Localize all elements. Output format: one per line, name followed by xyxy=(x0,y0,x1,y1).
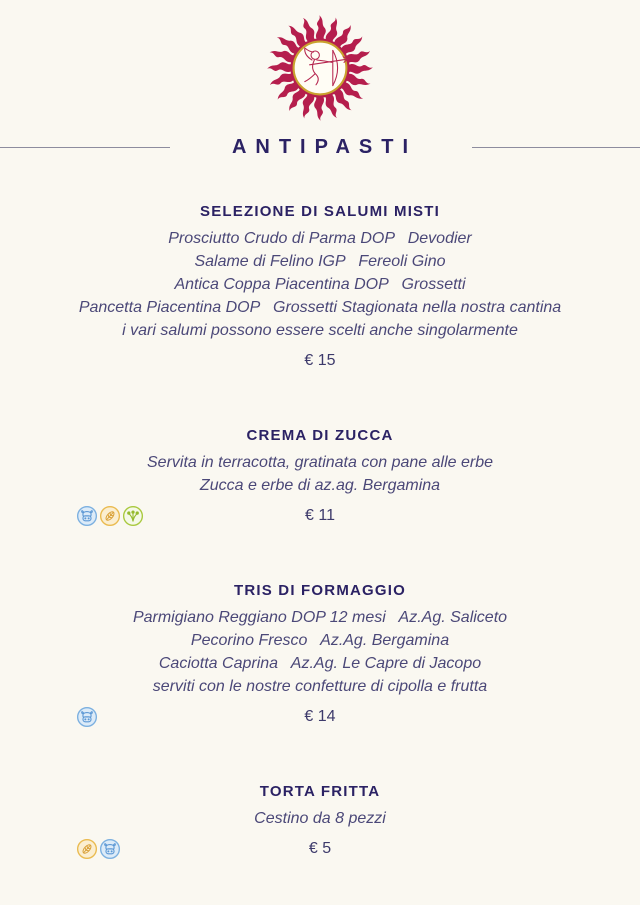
milk-allergen-icon xyxy=(76,505,98,527)
allergen-icons xyxy=(76,505,144,527)
menu-section xyxy=(0,428,640,527)
celery-allergen-icon xyxy=(122,505,144,527)
allergen-icons xyxy=(76,706,98,728)
menu-section xyxy=(0,583,640,728)
menu-section xyxy=(0,784,640,860)
dish-price: € 11 xyxy=(305,507,335,524)
menu-line: Zucca e erbe di az.ag. Bergamina xyxy=(199,477,441,494)
dish-description xyxy=(0,807,640,830)
menu-line: i vari salumi possono essere scelti anche singolarmente xyxy=(122,322,518,339)
dish-title: CREMA DI ZUCCA xyxy=(246,427,394,444)
sun-cupid-logo-icon xyxy=(261,12,379,124)
price-row xyxy=(0,350,640,372)
price-row xyxy=(0,505,640,527)
dish-price: € 14 xyxy=(304,708,336,725)
dish-price: € 15 xyxy=(304,352,336,369)
menu-line: Prosciutto Crudo di Parma DOP Devodier xyxy=(168,230,472,247)
price-row xyxy=(0,706,640,728)
gluten-allergen-icon xyxy=(76,838,98,860)
dish-description xyxy=(0,606,640,698)
dish-title: SELEZIONE DI SALUMI MISTI xyxy=(199,203,440,220)
menu-line: serviti con le nostre confetture di cipolla e frutta xyxy=(152,678,488,695)
menu-line: Cestino da 8 pezzi xyxy=(254,810,386,827)
price-row xyxy=(0,838,640,860)
milk-allergen-icon xyxy=(99,838,121,860)
divider-left xyxy=(0,147,170,148)
page-title-row xyxy=(0,132,640,162)
milk-allergen-icon xyxy=(76,706,98,728)
dish-description xyxy=(0,451,640,497)
dish-title: TORTA FRITTA xyxy=(259,783,381,800)
menu-line: Pancetta Piacentina DOP Grossetti Stagionata nella nostra cantina xyxy=(78,299,562,316)
dish-title: TRIS DI FORMAGGIO xyxy=(233,582,407,599)
menu-sections xyxy=(0,162,640,860)
allergen-icons xyxy=(76,838,121,860)
menu-line: Parmigiano Reggiano DOP 12 mesi Az.Ag. Saliceto xyxy=(132,609,508,626)
gluten-allergen-icon xyxy=(99,505,121,527)
menu-line: Pecorino Fresco Az.Ag. Bergamina xyxy=(190,632,450,649)
dish-description xyxy=(0,227,640,342)
divider-right xyxy=(472,147,640,148)
menu-section xyxy=(0,204,640,372)
logo-area xyxy=(0,0,640,124)
menu-line: Salame di Felino IGP Fereoli Gino xyxy=(194,253,446,270)
menu-line: Servita in terracotta, gratinata con pane alle erbe xyxy=(147,454,493,471)
page-title: ANTIPASTI xyxy=(231,135,418,158)
menu-line: Caciotta Caprina Az.Ag. Le Capre di Jacopo xyxy=(158,655,482,672)
menu-line: Antica Coppa Piacentina DOP Grossetti xyxy=(174,276,466,293)
dish-price: € 5 xyxy=(308,840,332,857)
